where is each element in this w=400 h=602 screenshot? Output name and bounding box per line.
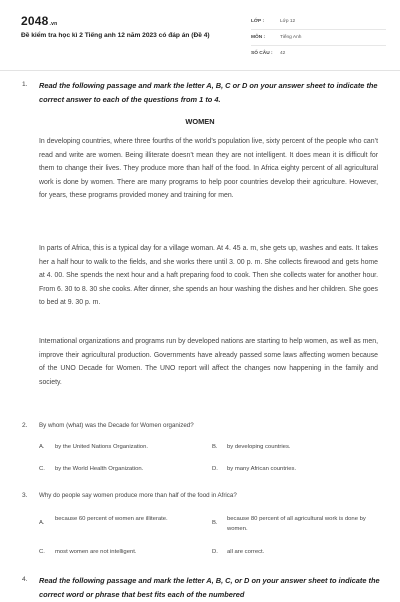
site-logo[interactable] <box>21 14 57 28</box>
passage-paragraph: In parts of Africa, this is a typical day for a village woman. At 4. 45 a. m, she gets up, washes and eats. It takes her a half hour to walk to the fields, and she works there until 3. 00 p. m. She collects firewood and gets home at 4. 00. She spends the next hour and a haft preparing food to cook. Then she collects water for another hour. From 6. 30 to 8. 30 she cooks. After dinner, she spends an hour washing the dishes and her children. She goes to bed at 9. 30 p. m. <box>39 245 378 307</box>
meta-value: 42 <box>280 51 286 56</box>
option-text: by developing countries. <box>227 444 291 450</box>
option-letter: A. <box>39 444 45 450</box>
option-letter: C. <box>39 466 45 472</box>
option-letter: A. <box>39 520 45 526</box>
option-text: by the United Nations Organization. <box>55 444 148 450</box>
question-number: 4. <box>22 576 28 583</box>
meta-label: LỚP : <box>251 19 265 24</box>
passage-title: WOMEN <box>185 117 215 126</box>
option-letter: B. <box>212 520 218 526</box>
meta-value: Lớp 12 <box>280 19 296 24</box>
option-text: all are correct. <box>227 549 265 555</box>
meta-row-question-count <box>251 46 386 61</box>
logo-suffix: .vn <box>49 21 58 27</box>
option-letter: C. <box>39 549 45 555</box>
passage-paragraph: In developing countries, where three fourths of the world’s population live, sixty percent of the people who can’t read and write are women. Being illiterate doesn’t mean they are not intelligent. It does mean it is difficult for them to change their lives. They produce more than half of the food. In Africa eighty percent of all agricultural work is done by women. There are many programs to help poor countries develop their agriculture. However, for years, these programs provided money and training for men. <box>39 138 378 200</box>
meta-row-subject <box>251 30 386 46</box>
option-letter: D. <box>212 549 218 555</box>
meta-label: SỐ CÂU : <box>251 51 273 56</box>
section-instruction: Read the following passage and mark the letter A, B, C or D on your answer sheet to indicate the correct answer to each of the questions from 1 to 4. <box>39 81 378 104</box>
option-text: because 60 percent of women are illiterate. <box>55 516 168 522</box>
option-text: by the World Health Organization. <box>55 466 144 472</box>
option-text: by many African countries. <box>227 466 297 472</box>
option-letter: D. <box>212 466 218 472</box>
passage-paragraph: International organizations and programs run by developed nations are starting to help women, as well as men, improve their agricultural production. Governments have already passed some laws affecting women because of the UNO Decade for Women. The UNO report will affect the changes now happening in the family and society. <box>39 338 378 386</box>
document-title: Đề kiểm tra học kì 2 Tiếng anh 12 năm 2023 có đáp án (Đề 4) <box>21 32 210 39</box>
option-letter: B. <box>212 444 218 450</box>
question-text: Why do people say women produce more than half of the food in Africa? <box>39 492 237 499</box>
meta-label: MÔN : <box>251 35 266 40</box>
meta-value: Tiếng Anh <box>280 35 302 40</box>
question-number: 2. <box>22 422 28 429</box>
question-number: 1. <box>22 81 28 88</box>
option-text: because 80 percent of all agricultural work is done by women. <box>227 516 366 532</box>
option-text: most women are not intelligent. <box>55 549 137 555</box>
document-meta <box>251 14 386 61</box>
meta-row-class <box>251 14 386 30</box>
logo-text: 2048 <box>21 14 49 28</box>
question-text: By whom (what) was the Decade for Women organized? <box>39 422 194 429</box>
document-header <box>0 0 400 71</box>
section-instruction: Read the following passage and mark the letter A, B, C, or D on your answer sheet to indicate the correct word or phrase that best fits each of the numbered <box>39 576 380 599</box>
question-number: 3. <box>22 492 28 499</box>
